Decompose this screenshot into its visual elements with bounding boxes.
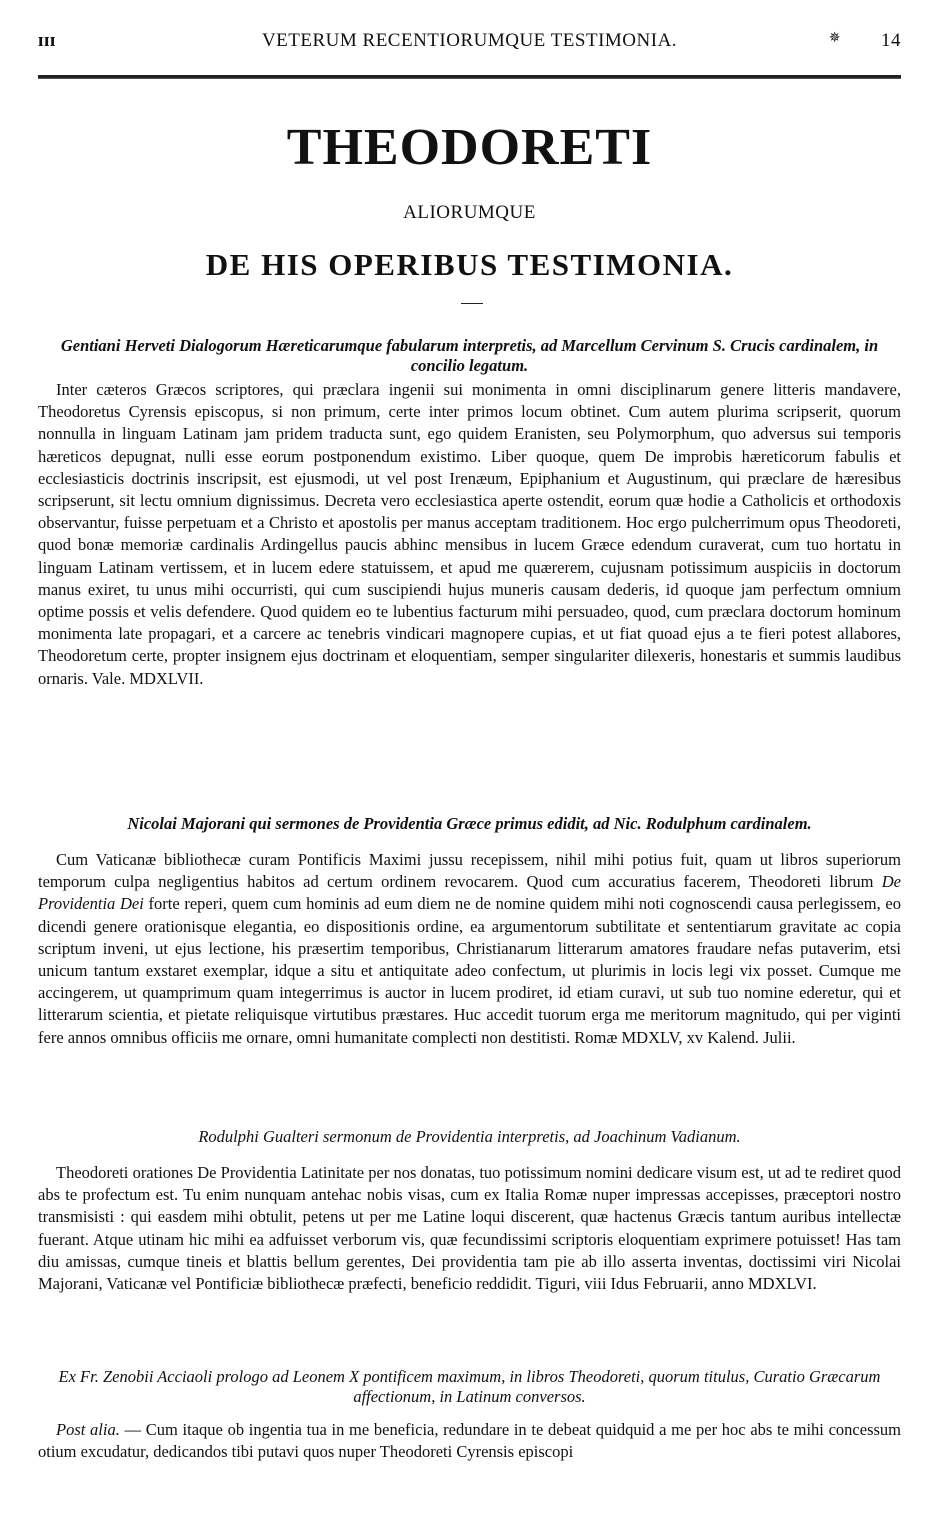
page-title: THEODORETI [286,119,653,176]
section-body-majorani [38,849,901,1049]
section-text: — Cum itaque ob ingentia tua in me beneficia, redundare in te debeat quidquid a me per hoc abs te mihi concessum otium excudatur, dedicandos tibi putavi quos nuper Theodoreti Cyrensis episcopi [38,1420,901,1462]
section-text-b: forte reperi, quem cum hominis ad eum diem ne de nomine quidem mihi noti cognoscendi causa perlegissem, eo dicendi genere orationisque elegantia, eo dispositionis ordine, ea argumentorum subtilitate et sententiarum gravitate ac copia scriptum inveni, ut ejus lectione, his præsertim temporibus, Christianarum litterarum amatores fraudare nefas putaverim, etsi unicum tantum exstaret exemplar, idque a situ et antiquitate adeo confectum, ut plurimis in locis legi vix posset. Cumque me accingerem, ut quamprimum quam integerrimus is auctor in lucem prodiret, id etiam curavi, ut sub tuo nomine ederetur, qui et litterarum scientia, et pietate reliquisque virtutibus præstares. Huc accedit tuorum erga me meritorum magnitudo, qui per viginti fere annos omnibus officiis me ornare, omni humanitate complecti non destitisti. Romæ MDXLV, xv Kalend. Julii. [38,894,901,1047]
page-subtitle-main: DE HIS OPERIBUS TESTIMONIA. [205,247,734,282]
header-left-mark: ɪɪɪ [38,30,56,51]
section-body-gualteri [38,1162,901,1295]
section-heading-acciaoli: Ex Fr. Zenobii Acciaoli prologo ad Leonem X pontificem maximum, in libros Theodoreti, quorum titulus, Curatio Græcarum affectionum, in Latinum conversos. [58,1367,881,1406]
section-text: Theodoreti orationes De Providentia Latinitate per nos donatas, tuo potissimum nomini dedicare visum est, ut ad te rediret quod abs te profectum est. Tu enim nunquam antehac nobis visas, cum ex Italia Romæ nuper impressas accepisses, præceptori nostro transmisisti : qui easdem mihi obtulit, petens ut per me Latine loqui discerent, quæ hactenus Græcis tantum auribus intellectæ fuerant. Atque utinam hic mihi ea adfuisset verborum vis, quæ fecundissimi scriptoris eloquentiam exprimere potuisset! Has tam diu amissas, cumque tineis et blattis bellum gerentes, Dei providentia tam pie ab illo asserta inventas, doctissimi viri Nicolai Majorani, Vaticanæ vel Pontificiæ bibliothecæ præfecti, beneficio reddidit. Tiguri, viii Idus Februarii, anno MDXLVI. [38,1163,901,1294]
section-heading-gualteri: Rodulphi Gualteri sermonum de Providentia interpretis, ad Joachinum Vadianum. [198,1127,741,1146]
header-rule [38,75,901,79]
section-body-acciaoli [38,1419,901,1463]
running-header [38,30,901,56]
title-divider [461,303,483,304]
page-number: 14 [881,30,901,51]
book-title: De Providentia Dei [38,872,901,914]
section-body-herveti [38,379,901,690]
section-text: Inter cæteros Græcos scriptores, qui præclara ingenii sui monimenta in omni disciplinarum genere litteris mandavere, Theodoretus Cyrensis episcopus, si non primum, certe inter primos locum obtinet. Cum autem plurima scripserit, quorum nonnulla in linguam Latinam jam pridem traducta sunt, ego quidem Eranisten, seu Polymorphum, quo adversus sui temporis hæreticos depugnat, nulli esse eorum postponendum existimo. Liber quoque, quem De improbis hæreticorum fabulis et ecclesiasticis doctrinis inscripsit, est ejusmodi, ut vel post Irenæum, Epiphanium et Augustinum, qui præclare de hæresibus scripserunt, sit lectu omnium dignissimus. Decreta vero ecclesiastica aperte ostendit, eorum quæ hodie a Catholicis et orthodoxis observantur, fuisse perpetuam et a Christo et apostolis per manus acceptam traditionem. Hoc ergo pulcherrimum opus Theodoreti, quod bonæ memoriæ cardinalis Ardingellus paucis abhinc mensibus in lucem Græce edendum curaverat, cum tuo hortatu in linguam Latinam vertissem, et in lucem edere statuissem, et apud me quærerem, cujusnam potissimum auspiciis in doctorum manus exiret, tu unus mihi occurristi, qui cum suscipiendi hujus muneris causam dederis, id quoque jam perfectum omnium optime possis et velis defendere. Quod quidem eo te lubentius facturum mihi persuadeo, quod, cum præclara doctorum hominum monimenta late propagari, et a carcere ac tenebris vindicari magnopere cupias, et ut fiat quoad ejus a te fieri potest allabores, Theodoretum certe, propter insignem ejus doctrinam et eloquentiam, semper singulariter dilexeris, honestaris et summis laudibus ornaris. Vale. MDXLVII. [38,380,901,688]
page-subtitle: ALIORUMQUE [403,202,536,223]
ornament-icon: ✵ [828,31,841,46]
section-label: Post alia. [56,1420,120,1439]
running-title: VETERUM RECENTIORUMQUE TESTIMONIA. [261,30,678,51]
section-heading-majorani: Nicolai Majorani qui sermones de Providentia Græce primus edidit, ad Nic. Rodulphum cardinalem. [127,814,812,833]
section-heading-herveti: Gentiani Herveti Dialogorum Hæreticarumque fabularum interpretis, ad Marcellum Cervinum S. Crucis cardinalem, in concilio legatum. [60,336,879,375]
section-text-a: Cum Vaticanæ bibliothecæ curam Pontificis Maximi jussu recepissem, nihil mihi potius fuit, quam ut libros superiorum temporum culpa negligentius habitos ad certum ordinem revocarem. Quod cum accuratius facerem, Theodoreti librum [38,850,901,892]
